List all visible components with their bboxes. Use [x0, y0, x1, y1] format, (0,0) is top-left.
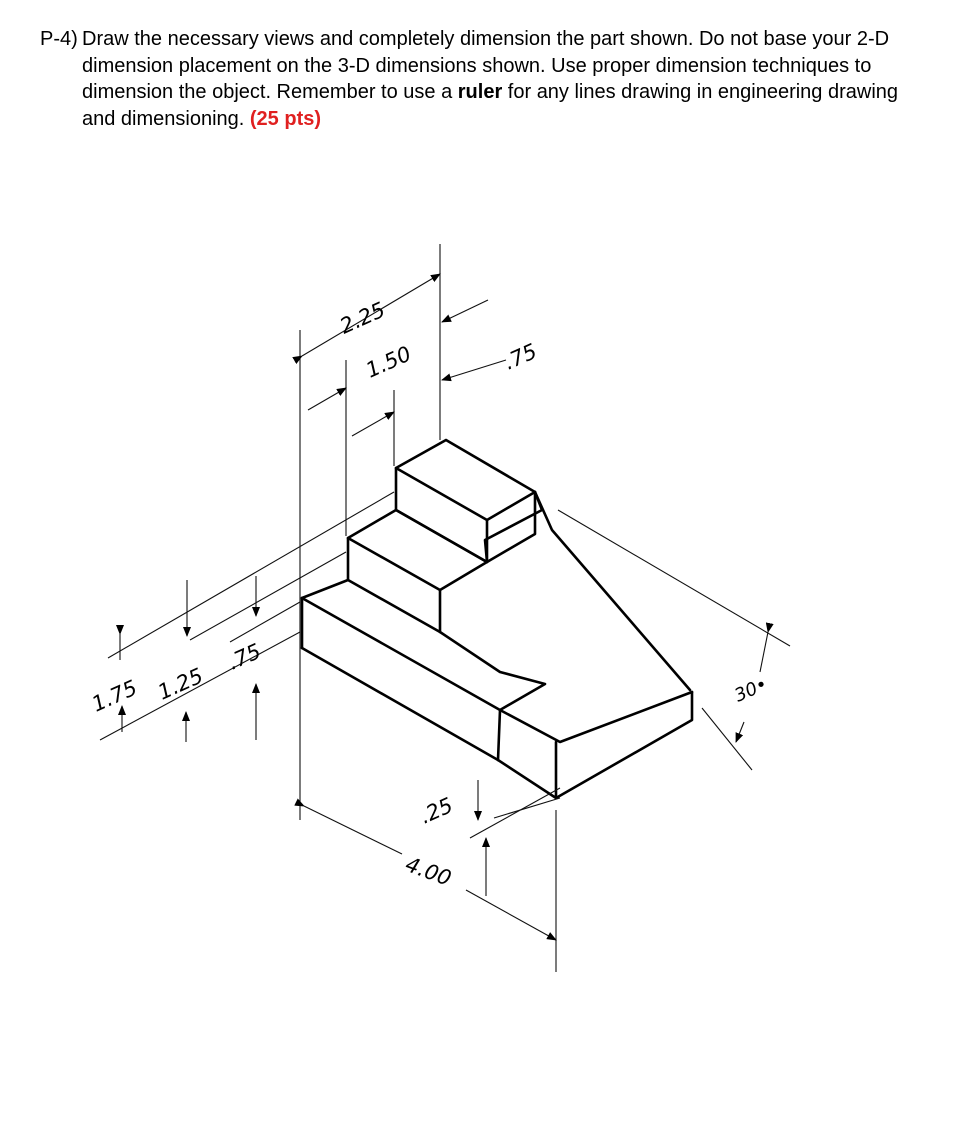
problem-number: P-4) — [40, 28, 78, 50]
middle-step — [348, 510, 487, 590]
top-step — [396, 440, 535, 520]
dimension-labels — [88, 298, 770, 891]
dim-75-top: .75 — [500, 339, 541, 375]
dim-25: .25 — [416, 793, 457, 829]
dim-30-degrees: 30• — [731, 673, 771, 707]
dim-75-left: .75 — [224, 639, 265, 675]
problem-text-ruler: ruler — [457, 81, 503, 103]
problem-text-part-1: Draw the necessary views and completely dimension the part shown. Do not base your 2-D dimension placement on the 3-D dimensions shown. Use proper dimension techniques to dimension the object. Remember to use a — [82, 28, 890, 103]
dim-2-25: 2.25 — [336, 297, 389, 339]
dim-1-75: 1.75 — [88, 675, 141, 717]
dim-1-50: 1.50 — [362, 341, 415, 383]
part-outline — [302, 440, 692, 798]
dim-4-00: 4.00 — [402, 852, 455, 891]
problem-text-part-2: for any lines drawing in engineering drawing and dimensioning. — [82, 81, 899, 130]
dim-1-25: 1.25 — [154, 663, 207, 705]
problem-points: (25 pts) — [249, 107, 322, 130]
slanted-face — [485, 492, 542, 562]
base-top — [302, 580, 348, 648]
dimension-lines — [100, 244, 790, 972]
